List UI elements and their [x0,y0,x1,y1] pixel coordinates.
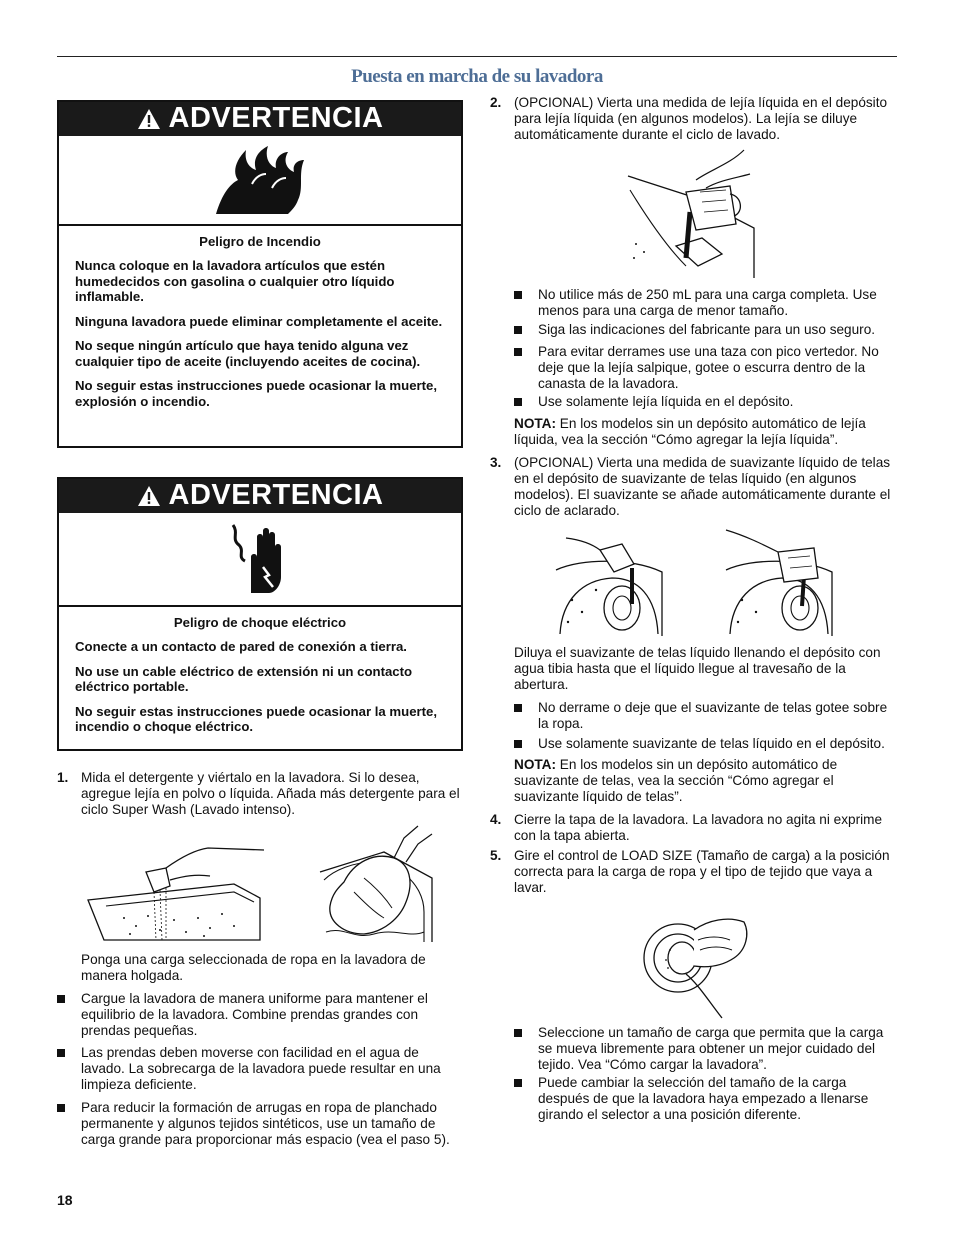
warning-line: Nunca coloque en la lavadora artículos que estén humedecidos con gasolina o cualquier otro líquido inflamable. [75,258,395,305]
softener-illustration-2 [722,526,836,638]
warning-heading: ADVERTENCIA [59,102,461,136]
step-4: 4. Cierre la tapa de la lavadora. La lavadora no agita ni exprime con la tapa abierta. [490,812,883,843]
bullet-square-icon [514,1079,522,1087]
step-2: 2. (OPCIONAL) Vierta una medida de lejía líquida en el depósito para lejía líquida (en algunos modelos). La lejía se diluye automáticamente durante el ciclo de lavado. [490,95,888,142]
step-3: 3. (OPCIONAL) Vierta una medida de suavizante líquido de telas en el depósito de suavizante de telas líquido (en algunos modelos). El suavizante se añade automáticamente durante el ciclo de aclarado. [490,455,891,518]
warning-title: Peligro de choque eléctrico [173,615,347,630]
bullet-square-icon [57,1049,65,1057]
bullet-square-icon [514,291,522,299]
list-item: Puede cambiar la selección del tamaño de la carga después de que la lavadora haya empezado a llenarse girando el selector a una posición diferente. [514,1075,897,1123]
warning-line: No seque ningún artículo que haya tenido alguna vez cualquier tipo de aceite (incluyendo aceites de cocina). [75,338,421,369]
electric-shock-icon [59,513,461,607]
step-1: 1. Mida el detergente y viértalo en la lavadora. Si lo desea, agregue lejía en polvo o líquida. Añada más detergente para el ciclo Super Wash (Lavado intenso). [57,770,460,817]
detergent-illustration [84,840,264,944]
bullet-square-icon [57,1104,65,1112]
fire-icon [59,136,461,226]
bullet-square-icon [514,398,522,406]
warning-title: Peligro de Incendio [199,234,321,249]
warning-triangle-icon [137,485,161,507]
warning-line: Ninguna lavadora puede eliminar completamente el aceite. [75,313,443,329]
load-size-dial-illustration [638,910,754,1020]
list-item: Use solamente suavizante de telas líquido en el depósito. [514,736,897,752]
bleach-illustration [626,146,776,280]
clothes-illustration [314,822,438,944]
list-item: Siga las indicaciones del fabricante para un uso seguro. [514,322,897,338]
warning-heading: ADVERTENCIA [59,479,461,513]
warning-line: No seguir estas instrucciones puede ocasionar la muerte, explosión o incendio. [75,378,438,409]
dilute-text: Diluya el suavizante de telas líquido llenando el depósito con agua tibia hasta que el líquido llegue al travesaño de la abertura. [514,645,881,692]
warning-triangle-icon [137,108,161,130]
warning-box-fire [57,100,463,448]
bullet-square-icon [57,995,65,1003]
list-item: Para evitar derrames use una taza con pico vertedor. No deje que la lejía salpique, gotee o escurra dentro de la canasta de la lavadora. [514,344,897,392]
list-item: Para reducir la formación de arrugas en ropa de planchado permanente y algunos tejidos sintéticos, use un tamaño de carga grande para proporcionar más espacio (vea el paso 5). [57,1100,463,1148]
warning-line: Conecte a un contacto de pared de conexión a tierra. [75,639,407,655]
bullet-square-icon [514,326,522,334]
header-rule [57,56,897,57]
page-number: 18 [57,1192,73,1208]
bullet-square-icon [514,1029,522,1037]
warning-line: No seguir estas instrucciones puede ocasionar la muerte, incendio o choque eléctrico. [75,703,438,735]
warning-line: No use un cable eléctrico de extensión ni un contacto eléctrico portable. [75,663,413,695]
note-bleach: NOTA: En los modelos sin un depósito automático de lejía líquida, vea la sección “Cómo agregar la lejía líquida”. [514,416,866,447]
bullet-square-icon [514,348,522,356]
softener-illustration-1 [552,530,666,638]
list-item: Cargue la lavadora de manera uniforme para mantener el equilibrio de la lavadora. Combine prendas grandes con prendas pequeñas. [57,991,463,1039]
load-text: Ponga una carga seleccionada de ropa en la lavadora de manera holgada. [81,952,426,983]
list-item: No utilice más de 250 mL para una carga completa. Use menos para una carga de menor tamaño. [514,287,897,319]
bullet-square-icon [514,740,522,748]
note-softener: NOTA: En los modelos sin un depósito automático de suavizante de telas, vea la sección “Cómo agregar el suavizante líquido de telas”. [514,757,838,804]
list-item: Seleccione un tamaño de carga que permita que la carga se mueva libremente para obtener un mejor cuidado del tejido. Vea “Cómo cargar la lavadora”. [514,1025,897,1073]
list-item: Las prendas deben moverse con facilidad en el agua de lavado. La sobrecarga de la lavadora puede resultar en una limpieza deficiente. [57,1045,463,1093]
bullet-square-icon [514,704,522,712]
step-5: 5. Gire el control de LOAD SIZE (Tamaño de carga) a la posición correcta para la carga de ropa y el tipo de tejido que vaya a lavar. [490,848,890,895]
warning-box-electric [57,477,463,751]
list-item: Use solamente lejía líquida en el depósito. [514,394,897,410]
page-title: Puesta en marcha de su lavadora [351,66,603,87]
list-item: No derrame o deje que el suavizante de telas gotee sobre la ropa. [514,700,897,732]
